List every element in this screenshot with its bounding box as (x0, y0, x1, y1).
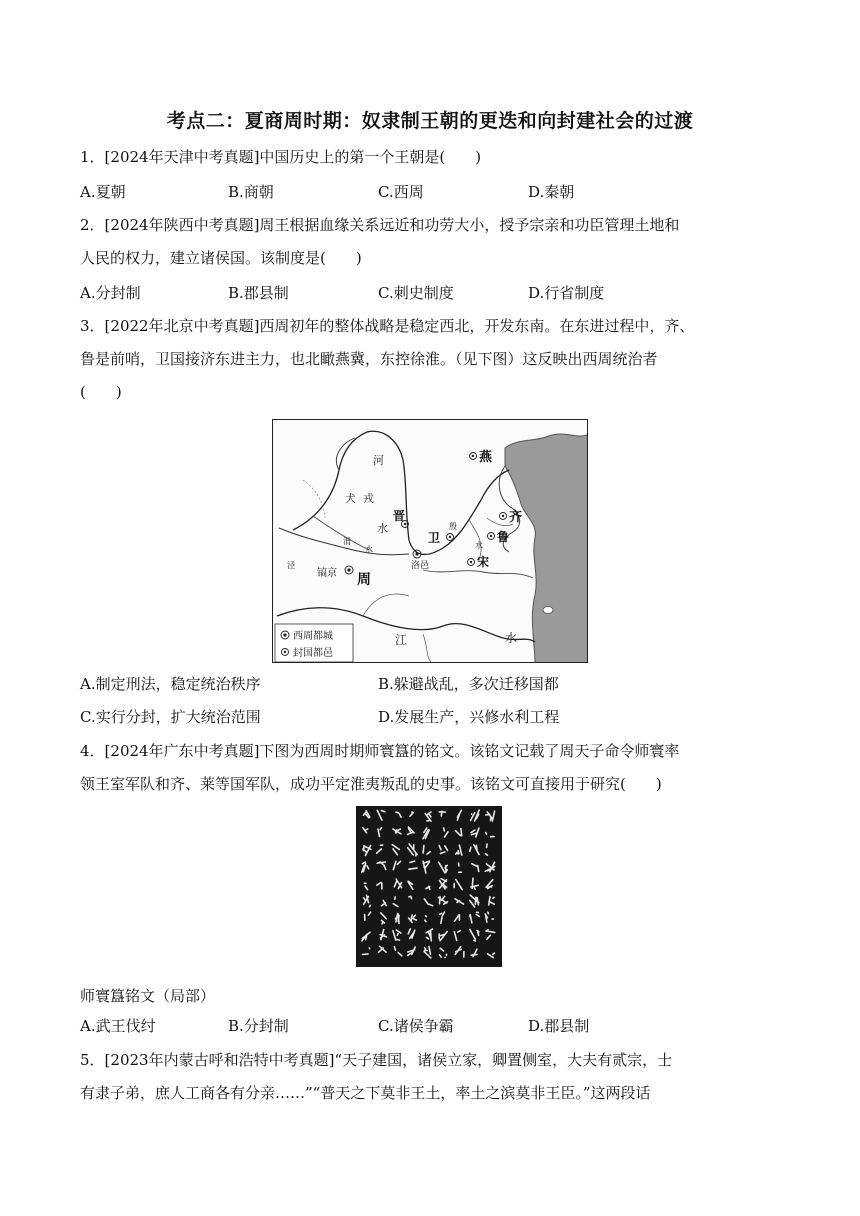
q4-option-a: A.武王伐纣 (80, 1017, 156, 1035)
q4-option-c: C.诸侯争霸 (378, 1017, 454, 1035)
q4-option-d: D.郡县制 (528, 1017, 590, 1035)
q2-option-d: D.行省制度 (528, 284, 605, 302)
question-2-stem: 2．[2024年陕西中考真题]周王根据血缘关系远近和功劳大小，授予宗亲和功臣管理土地和 (80, 216, 680, 234)
image-caption: 师寰簋铭文（局部） (80, 987, 216, 1005)
q1-option-d: D.秦朝 (528, 183, 575, 201)
question-3-stem-blank: ( ) (80, 383, 122, 401)
label-shui-2: 水 (475, 541, 483, 550)
label-wei: 卫 (428, 531, 441, 545)
label-quanrong-1: 犬 (345, 492, 356, 505)
question-5-stem: 5．[2023年内蒙古呼和浩特中考真题]“天子建国，诸侯立家，卿置侧室，大夫有贰宗，士 (80, 1051, 673, 1069)
label-yan: 燕 (479, 450, 493, 465)
question-3-stem: 3．[2022年北京中考真题]西周初年的整体战略是稳定西北，开发东南。在东进过程中，齐、 (80, 317, 695, 335)
map-river-huai (423, 570, 533, 578)
label-jiang: 江 (395, 633, 408, 647)
label-shui-4: 水 (505, 631, 518, 645)
label-haojing: 镐京 (317, 568, 337, 579)
q3-option-a: A.制定刑法，稳定统治秩序 (80, 675, 261, 693)
q1-option-a: A.夏朝 (80, 183, 126, 201)
question-3-stem-cont: 鲁是前哨，卫国接济东进主力，也北瞰燕冀，东控徐淮。（见下图）这反映出西周统治者 (80, 350, 658, 368)
label-yin: 殷 (449, 522, 457, 531)
label-he: 河 (373, 454, 384, 467)
q2-option-a: A.分封制 (80, 284, 141, 302)
question-4-stem-cont: 领王室军队和齐、莱等国军队，成功平定淮夷叛乱的史事。该铭文可直接用于研究( ) (80, 775, 662, 793)
legend-fief: 封国都邑 (293, 648, 333, 659)
q3-option-b: B.躲避战乱，多次迁移国都 (378, 675, 559, 693)
label-zhou: 周 (357, 572, 371, 588)
question-4-stem: 4．[2024年广东中考真题]下图为西周时期师寰簋的铭文。该铭文记载了周天子命令师寰率 (80, 742, 680, 760)
map-river-yellow (293, 431, 509, 554)
question-5-stem-cont: 有隶子弟，庶人工商各有分亲……”“普天之下莫非王土，率土之滨莫非王臣。”这两段话 (80, 1084, 651, 1102)
map-sea (505, 434, 588, 663)
label-song: 宋 (477, 555, 490, 569)
label-qi: 齐 (509, 510, 523, 525)
label-shui-3: 水 (365, 545, 373, 554)
label-jing: 泾 (287, 561, 295, 570)
label-luoyi: 洛邑 (411, 561, 430, 571)
q3-option-d: D.发展生产，兴修水利工程 (378, 708, 560, 726)
map-graphic (273, 420, 588, 663)
q1-option-c: C.西周 (378, 183, 424, 201)
q4-option-b: B.分封制 (228, 1017, 289, 1035)
q1-option-b: B.商朝 (228, 183, 274, 201)
q3-option-c: C.实行分封，扩大统治范围 (80, 708, 261, 726)
label-quanrong-2: 戎 (363, 492, 374, 505)
legend-capital: 西周都城 (293, 631, 333, 642)
q2-option-c: C.刺史制度 (378, 284, 454, 302)
question-2-stem-cont: 人民的权力，建立诸侯国。该制度是( ) (80, 249, 362, 267)
page-title: 考点二：夏商周时期：奴隶制王朝的更迭和向封建社会的过渡 (166, 110, 694, 132)
q2-option-b: B.郡县制 (228, 284, 289, 302)
question-1-stem: 1．[2024年天津中考真题]中国历史上的第一个王朝是( ) (80, 148, 482, 166)
inscription-rubbing-image (356, 806, 502, 967)
western-zhou-map (272, 419, 588, 663)
label-shui-1: 水 (377, 522, 388, 535)
label-lu: 鲁 (497, 530, 510, 544)
label-wei-river: 渭 (343, 537, 351, 546)
label-jin: 晋 (393, 509, 406, 523)
rubbing-graphic (356, 806, 502, 967)
